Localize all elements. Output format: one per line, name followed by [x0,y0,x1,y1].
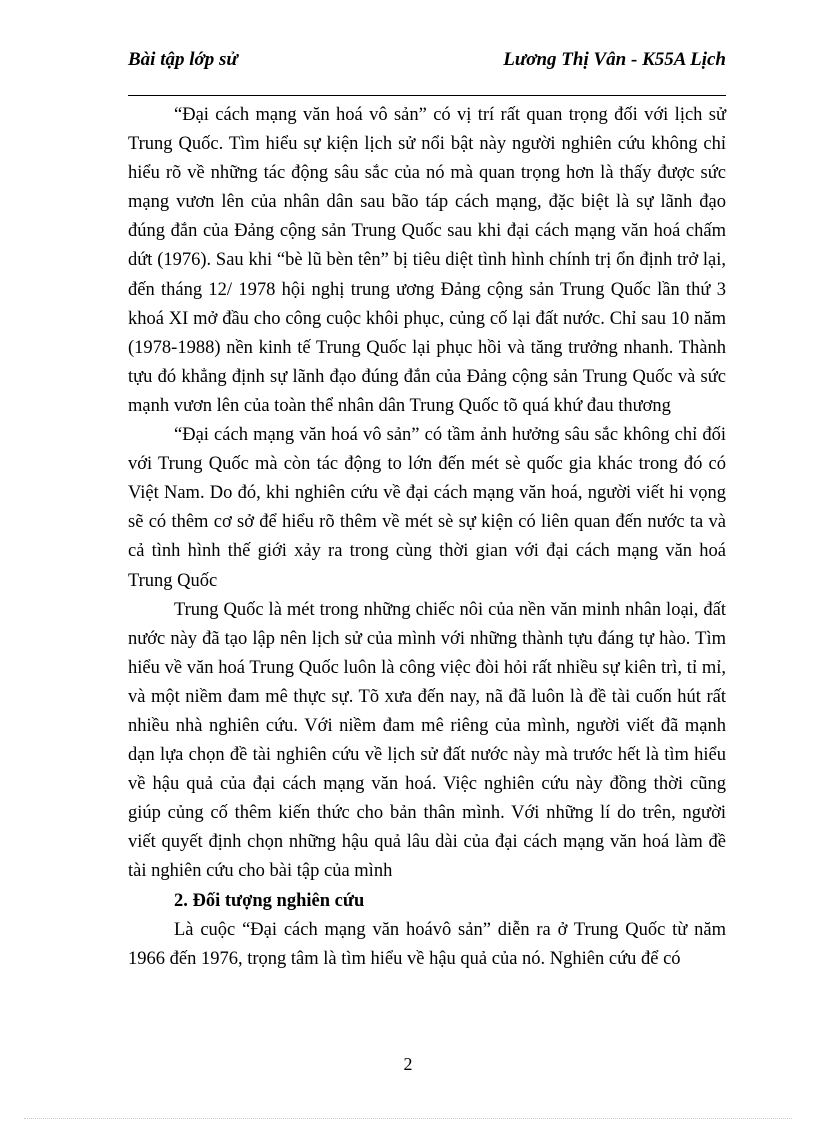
page-number: 2 [403,1054,413,1074]
section-paragraph: Là cuộc “Đại cách mạng văn hoávô sản” diễn ra ở Trung Quốc từ năm 1966 đến 1976, trọng tâm là tìm hiểu về hậu quả của nó. Nghiên cứu để có [128,919,726,969]
page-bottom-border [24,1118,792,1119]
paragraph-3: Trung Quốc là mét trong những chiếc nôi của nền văn minh nhân loại, đất nước này đã tạo lập nên lịch sử của mình với những thành tựu đáng tự hào. Tìm hiểu về văn hoá Trung Quốc luôn là công việc đòi hỏi rất nhiều sự kiên trì, tỉ mỉ, và một niềm đam mê thực sự. Tõ xưa đến nay, nã đã luôn là đề tài cuốn hút rất nhiều nhà nghiên cứu. Với niềm đam mê riêng của mình, người viết đã mạnh dạn lựa chọn đề tài nghiên cứu về lịch sử đất nước này mà trước hết là tìm hiểu về hậu quả của đại cách mạng văn hoá. Việc nghiên cứu này đồng thời cũng giúp củng cố thêm kiến thức cho bản thân mình. Với những lí do trên, người viết quyết định chọn những hậu quả lâu dài của đại cách mạng văn hoá làm đề tài nghiên cứu cho bài tập của mình [128,599,726,882]
header-course-title: Bài tập lớp sử [128,49,238,70]
header-author: Lương Thị Vân - K55A Lịch [503,49,726,70]
document-body [128,101,726,974]
paragraph-1: “Đại cách mạng văn hoá vô sản” có vị trí rất quan trọng đối với lịch sử Trung Quốc. Tìm hiểu sự kiện lịch sử nổi bật này người nghiên cứu không chỉ hiểu rõ về những tác động sâu sắc của nó mà quan trọng hơn là thấy được sức mạng vươn lên của nhân dân sau bão táp cách mạng, đặc biệt là sự lãnh đạo đúng đắn của Đảng cộng sản Trung Quốc sau khi đại cách mạng văn hoá chấm dứt (1976). Sau khi “bè lũ bèn tên” bị tiêu diệt tình hình chính trị ổn định trở lại, đến tháng 12/ 1978 hội nghị trung ương Đảng cộng sản Trung Quốc lần thứ 3 khoá XI mở đầu cho công cuộc khôi phục, củng cố lại đất nước. Chỉ sau 10 năm (1978-1988) nền kinh tế Trung Quốc lại phục hồi và tăng trưởng nhanh. Thành tựu đó khẳng định sự lãnh đạo đúng đắn của Đảng cộng sản Trung Quốc và sức mạnh vươn lên của toàn thể nhân dân Trung Quốc tõ quá khứ đau thương [128,105,726,416]
section-heading: 2. Đối tượng nghiên cứu [174,890,365,911]
page-header [128,48,726,96]
header-rule [128,95,726,96]
paragraph-2: “Đại cách mạng văn hoá vô sản” có tầm ảnh hưởng sâu sắc không chỉ đối với Trung Quốc mà còn tác động to lớn đến mét sè quốc gia khác trong đó có Việt Nam. Do đó, khi nghiên cứu về đại cách mạng văn hoá, người viết hi vọng sẽ có thêm cơ sở để hiểu rõ thêm về mét sè sự kiện có liên quan đến nước ta và cả tình hình thế giới xảy ra trong cùng thời gian với đại cách mạng văn hoá Trung Quốc [128,425,726,591]
